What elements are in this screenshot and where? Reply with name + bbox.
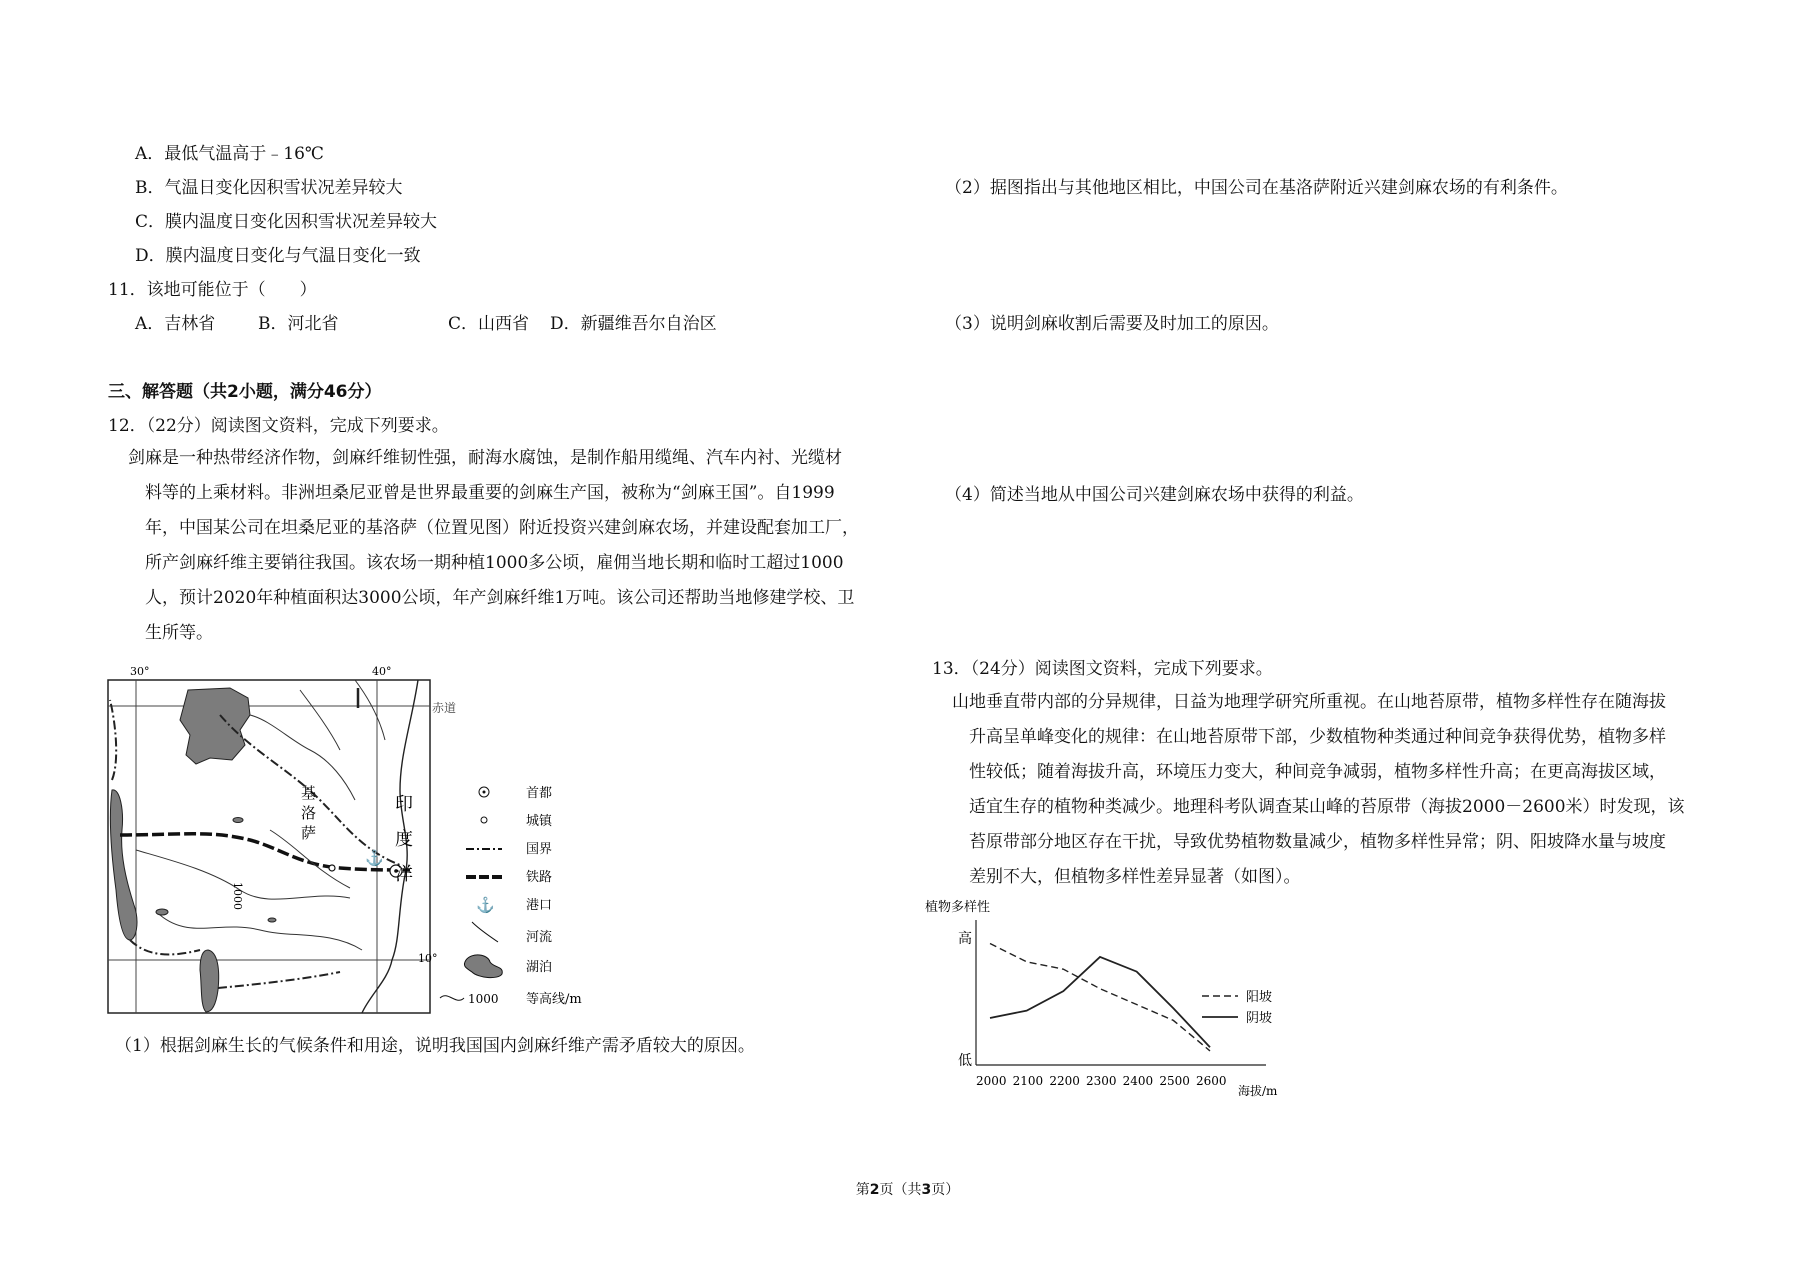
contour-value: 1000 <box>231 882 244 910</box>
equator-label: 赤道 <box>432 701 457 715</box>
q12-line: 年，中国某公司在坦桑尼亚的基洛萨（位置见图）附近投资兴建剑麻农场，并建设配套加工厂， <box>145 518 859 538</box>
series-line-2 <box>990 957 1210 1047</box>
q12-passage <box>128 441 918 651</box>
footer-page: 2 <box>869 1182 880 1198</box>
diversity-chart <box>920 895 1300 1110</box>
lon-30-label: 30° <box>130 665 150 678</box>
lake-tanganyika <box>110 790 137 940</box>
q12-line: 生所等。 <box>145 623 213 643</box>
legend-port: 港口 <box>526 898 553 913</box>
lat-10-label: 10° <box>418 952 438 965</box>
legend-capital: 首都 <box>526 786 553 801</box>
river <box>160 915 362 950</box>
national-boundary <box>218 972 340 988</box>
map-legend <box>440 785 582 1007</box>
ocean-label-2: 度 <box>395 829 413 850</box>
legend-town-icon <box>481 817 487 823</box>
legend-contour-value: 1000 <box>468 992 499 1006</box>
q13-line: 适宜生存的植物种类减少。地理科考队调查某山峰的苔原带（海拔2000－2600米）时发现，该 <box>969 797 1685 817</box>
footer-pre: 第 <box>855 1182 870 1198</box>
x-tick-label: 2200 <box>1049 1074 1080 1088</box>
q11-option-c: C．山西省 <box>448 314 530 334</box>
small-lake <box>233 818 243 823</box>
kilosa-label-2: 洛 <box>301 804 317 822</box>
tanzania-map <box>100 660 620 1020</box>
x-tick-labels <box>976 1074 1227 1088</box>
port-icon: ⚓ <box>365 849 384 867</box>
q12-line: 人，预计2020年种植面积达3000公顷，年产剑麻纤维1万吨。该公司还帮助当地修建学校、卫 <box>145 588 855 608</box>
national-boundary <box>130 940 200 954</box>
q13-line: 升高呈单峰变化的规律：在山地苔原带下部，少数植物种类通过种间竞争获得优势，植物多样 <box>969 727 1666 747</box>
q12-sub4: （4）简述当地从中国公司兴建剑麻农场中获得的利益。 <box>945 485 1364 505</box>
legend-town: 城镇 <box>526 814 553 829</box>
x-tick-label: 2000 <box>976 1074 1007 1088</box>
y-tick-high: 高 <box>958 931 972 947</box>
q10-option-a: A．最低气温高于﹣16℃ <box>135 144 324 164</box>
q12-sub1: （1）根据剑麻生长的气候条件和用途，说明我国国内剑麻纤维产需矛盾较大的原因。 <box>115 1036 755 1056</box>
chart-xlabel: 海拔/m <box>1238 1084 1278 1098</box>
q12-line: 剑麻是一种热带经济作物，剑麻纤维韧性强，耐海水腐蚀，是制作船用缆绳、汽车内衬、光缆材 <box>128 448 842 468</box>
q13-line: 山地垂直带内部的分异规律，日益为地理学研究所重视。在山地苔原带，植物多样性存在随海拔 <box>952 692 1666 712</box>
page-footer <box>0 1179 1815 1199</box>
series-lines <box>990 944 1210 1051</box>
q12-line: 料等的上乘材料。非洲坦桑尼亚曾是世界最重要的剑麻生产国，被称为“剑麻王国”。自1999 <box>145 483 835 503</box>
legend-port-icon: ⚓ <box>476 896 495 914</box>
q11-stem: 11．该地可能位于（ ） <box>108 280 317 300</box>
legend-railway: 铁路 <box>526 870 553 885</box>
legend-series-2: 阴坡 <box>1246 1011 1273 1026</box>
ocean-label-1: 印 <box>395 794 413 815</box>
q12-stem: 12．（22分）阅读图文资料，完成下列要求。 <box>108 416 449 436</box>
q13-line: 苔原带部分地区存在干扰，导致优势植物数量减少，植物多样性异常；阴、阳坡降水量与坡度 <box>969 832 1666 852</box>
footer-mid: 页（共 <box>879 1182 922 1198</box>
q10-option-c: C．膜内温度日变化因积雪状况差异较大 <box>135 212 438 232</box>
legend-river-icon <box>472 922 498 942</box>
series-line-1 <box>990 944 1210 1051</box>
y-tick-low: 低 <box>958 1053 972 1069</box>
kilosa-label-1: 基 <box>301 784 317 802</box>
national-boundary <box>110 700 116 780</box>
footer-total: 3 <box>921 1182 932 1198</box>
kilosa-label-3: 萨 <box>301 824 317 842</box>
river <box>355 680 385 740</box>
q11-option-d: D．新疆维吾尔自治区 <box>550 314 717 334</box>
x-tick-label: 2100 <box>1012 1074 1044 1088</box>
q11-option-b: B．河北省 <box>258 314 339 334</box>
lake-malawi <box>200 950 219 1012</box>
x-tick-label: 2600 <box>1196 1074 1227 1088</box>
x-tick-label: 2300 <box>1086 1074 1117 1088</box>
q13-stem: 13．（24分）阅读图文资料，完成下列要求。 <box>932 659 1273 679</box>
legend-river: 河流 <box>526 930 553 945</box>
legend-contour: 等高线/m <box>526 992 582 1007</box>
legend-series-1: 阳坡 <box>1246 990 1273 1005</box>
q10-option-b: B．气温日变化因积雪状况差异较大 <box>135 178 403 198</box>
q11-option-a: A．吉林省 <box>135 314 216 334</box>
q12-sub3: （3）说明剑麻收割后需要及时加工的原因。 <box>945 314 1279 334</box>
q13-line: 差别不大，但植物多样性差异显著（如图）。 <box>969 867 1301 887</box>
x-tick-label: 2500 <box>1159 1074 1190 1088</box>
legend-boundary: 国界 <box>526 842 553 857</box>
kilosa-town <box>329 865 335 871</box>
chart-ylabel: 植物多样性 <box>925 900 991 915</box>
x-tick-label: 2400 <box>1122 1074 1154 1088</box>
small-lake <box>268 918 276 922</box>
q13-passage <box>952 685 1802 895</box>
footer-post: 页） <box>931 1182 960 1198</box>
lon-40-label: 40° <box>372 665 392 678</box>
lake-victoria <box>180 688 250 764</box>
q13-line: 性较低；随着海拔升高，环境压力变大，种间竞争减弱，植物多样性升高；在更高海拔区域， <box>969 762 1666 782</box>
legend-lake: 湖泊 <box>526 960 553 975</box>
ocean-label-3: 洋 <box>395 864 413 885</box>
section-title: 三、解答题（共2小题，满分46分） <box>108 382 382 402</box>
q10-option-d: D．膜内温度日变化与气温日变化一致 <box>135 246 421 266</box>
legend-capital-dot <box>483 791 486 794</box>
q12-sub2: （2）据图指出与其他地区相比，中国公司在基洛萨附近兴建剑麻农场的有利条件。 <box>945 178 1568 198</box>
q12-line: 所产剑麻纤维主要销往我国。该农场一期种植1000多公顷，雇佣当地长期和临时工超过1000 <box>145 553 844 573</box>
river <box>300 690 340 750</box>
legend-contour-icon <box>440 996 464 1001</box>
small-lake <box>156 909 168 915</box>
legend-lake-icon <box>464 955 502 978</box>
